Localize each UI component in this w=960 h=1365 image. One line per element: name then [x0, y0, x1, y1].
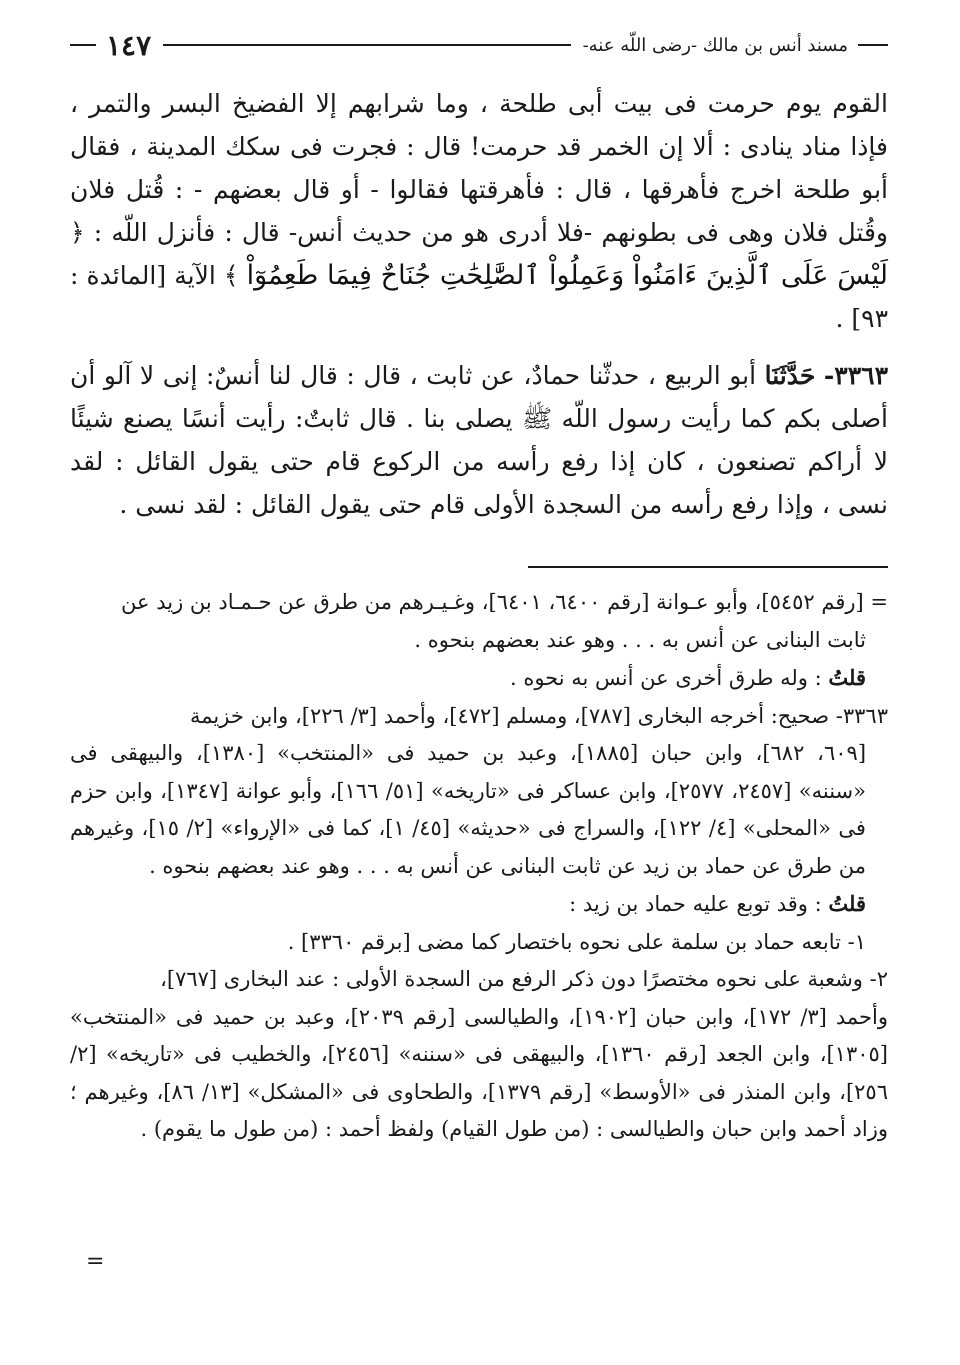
footnote-2-first-line: [70, 698, 888, 736]
page-number: ١٤٧: [106, 28, 152, 62]
paragraph-1-text: القوم يوم حرمت فى بيت أبى طلحة ، وما شرابهم إلا الفضيخ البسر والتمر ، فإذا مناد ينادى : ألا إن الخمر قد حرمت! قال : فجرت فى سكك المدينة ، فقال أبو طلحة اخرج فأهرقها ، قال : فأهرقتها فقالوا - أو قال بعضهم - : قُتل فلان وقُتل فلان وهى فى بطونهم -فلا أدرى هو من حديث أنس- قال : فأنزل اللّه : ﴿: [70, 89, 888, 247]
note-text: : وقد توبع عليه حماد بن زيد :: [569, 892, 822, 916]
page: [70, 22, 888, 1342]
note-text: : وله طرق أخرى عن أنس به نحوه .: [509, 666, 822, 690]
footnote-1-continuation: ثابت البنانى عن أنس به . . . وهو عند بعضهم بنحوه .: [414, 627, 866, 652]
footnote-separator: [528, 566, 888, 568]
quran-reference: ﴾ الآية [المائدة : ٩٣] .: [70, 261, 888, 333]
hadith-number: ٣٣٦٣-: [823, 361, 888, 390]
footnote-2-note: [70, 885, 888, 924]
footnote-2-item-2-rest: وأحمد [٣/ ١٧٢]، وابن حبان [١٩٠٢]، والطيالسى [رقم ٢٠٣٩]، وعبد بن حميد فى «المنتخب» [١٣٠٥]، وابن الجعد [رقم ١٣٦٠]، والبيهقى فى «سننه» [٢٤٥٦]، والخطيب فى «تاريخه» [٢/ ٢٥٦]، وابن المنذر فى «الأوسط» [رقم ١٣٧٩]، والطحاوى فى «المشكل» [١٣/ ٨٦]، وغيرهم ؛ وزاد أحمد وابن حبان والطيالسى : (من طول القيام) ولفظ أحمد : (من طول ما يقوم) .: [70, 1004, 888, 1141]
note-lead: قلتُ: [828, 891, 866, 916]
footnote-2-item-2-first: ٢- وشعبة على نحوه مختصرًا دون ذكر الرفع من السجدة الأولى : عند البخارى [٧٦٧]،: [160, 967, 888, 991]
main-paragraph-1: [70, 82, 888, 340]
continuation-mark: =: [86, 1249, 105, 1274]
main-text: [70, 82, 888, 526]
header-dash-right: [858, 44, 888, 46]
footnote-2-item-1: ١- تابعه حماد بن سلمة على نحوه باختصار كما مضى [برقم ٣٣٦٠] .: [287, 929, 866, 954]
footnotes: [70, 584, 888, 1149]
page-header: [70, 22, 888, 68]
footnote-2-grade: صحيح:: [770, 703, 830, 728]
hadith-lead-word: حَدَّثَنَا: [764, 361, 816, 390]
footnote-2-number: ٣٣٦٣-: [835, 703, 888, 728]
hadith-text: أبو الربيع ، حدثّنا حمادٌ، عن ثابت ، قال : قال لنا أنسٌ: إنى لا آلو أن أصلى بكم كما رأيت رسول اللّه ﷺ يصلى بنا . قال ثابتٌ: رأيت أنسًا يصنع شيئًا لا أراكم تصنعون ، كان إذا رفع رأسه من الركوع قام حتى يقول القائل : لقد نسى ، وإذا رفع رأسه من السجدة الأولى قام حتى يقول القائل : لقد نسى .: [70, 361, 888, 519]
footnote-1-line: = [رقم ٥٤٥٢]، وأبو عـوانة [رقم ٦٤٠٠، ٦٤٠١]، وغـيـرهم من طرق عن حـمـاد بن زيد عن: [121, 590, 888, 614]
quran-verse: لَيْسَ عَلَى ٱلَّذِينَ ءَامَنُواْ وَعَمِلُواْ ٱلصَّٰلِحَٰتِ جُنَاحٌ فِيمَا طَعِمُوٓاْ: [246, 260, 889, 291]
running-title: مسند أنس بن مالك -رضى اللّه عنه-: [582, 34, 848, 56]
footnote-2-rest: [٦٠٩، ٦٨٢]، وابن حبان [١٨٨٥]، وعبد بن حميد فى «المنتخب» [١٣٨٠]، والبيهقى فى «سننه» [٢٤٥٧، ٢٥٧٧]، وابن عساكر فى «تاريخه» [٥١/ ١٦٦]، وأبو عوانة [١٣٤٧]، وابن حزم فى «المحلى» [٤/ ١٢٢]، والسراج فى «حديثه» [٤٥/ ١]، كما فى «الإرواء» [٢/ ١٥]، وغيرهم من طرق عن حماد بن زيد عن ثابت البنانى عن أنس به . . . وهو عند بعضهم بنحوه .: [70, 741, 867, 878]
main-paragraph-2: [70, 354, 888, 526]
footnote-2-first-text: أخرجه البخارى [٧٨٧]، ومسلم [٤٧٢]، وأحمد [٣/ ٢٢٦]، وابن خزيمة: [189, 703, 765, 728]
note-lead: قلتُ: [828, 665, 866, 690]
header-rule: [163, 44, 570, 46]
header-dash-left: [70, 44, 96, 46]
footnote-1-note: [70, 659, 888, 698]
